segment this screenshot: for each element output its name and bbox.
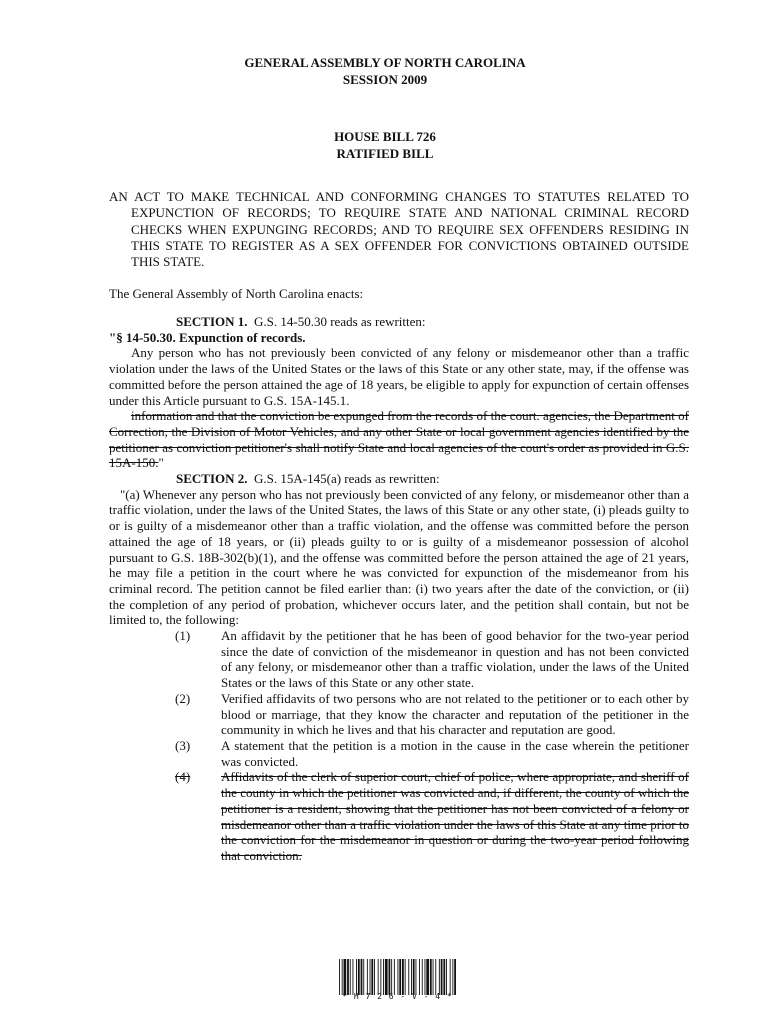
barcode-bar: [441, 959, 443, 995]
section-1-paragraph: Any person who has not previously been convicted of any felony or misdemeanor other than a traffic violation under the laws of the United States or the laws of this State or any other state, may, if the offense was committed before the person attained the age of 18 years, be eligible to apply for expunction of certain offenses under this Article pursuant to G.S. 15A-145.1.: [109, 345, 689, 408]
barcode-bar: [358, 959, 360, 995]
section-2-paragraph: "(a) Whenever any person who has not previously been convicted of any felony, or misdemeanor other than a traffic violation, under the laws of the United States, the laws of this State or any other state, (i) pleads guilty to or is guilty of a misdemeanor other than a traffic violation, and the offense was committed before the person attained the age of 18 years, or (ii) pleads guilty to or is guilty of a misdemeanor possession of alcohol pursuant to G.S. 18B-302(b)(1), and the offense was committed before the person attained the age of 21 years, he may file a petition in the court where he was convicted for expunction of the misdemeanor from his criminal record. The petition cannot be filed earlier than: (i) two years after the date of the conviction, or (ii) the completion of any period of probation, whichever occurs later, and the petition shall contain, but not be limited to, the following:: [109, 486, 689, 628]
barcode-bar: [374, 959, 375, 995]
barcode-bar: [383, 959, 384, 995]
barcode-bar: [430, 959, 432, 995]
barcode-bar: [419, 959, 420, 995]
section-1-heading: "§ 14-50.30. Expunction of records.: [109, 329, 306, 345]
barcode-bar: [350, 959, 351, 995]
barcode-bar: [344, 959, 347, 995]
section-1-text: G.S. 14-50.30 reads as rewritten:: [254, 314, 426, 329]
barcode-bar: [361, 959, 363, 995]
barcode-bar: [402, 959, 404, 995]
bill-body: [109, 314, 689, 864]
barcode-bar: [405, 959, 406, 995]
barcode-bar: [450, 959, 451, 995]
section-1-label: SECTION 1.: [176, 314, 248, 329]
barcode-bar: [443, 959, 445, 995]
barcode-bar: [385, 959, 388, 995]
item-number: (1): [175, 628, 191, 644]
list-item: [109, 628, 689, 691]
barcode-bar: [363, 959, 364, 995]
barcode-bar: [370, 959, 371, 995]
barcode-bar: [378, 959, 379, 995]
barcode-bar: [342, 959, 343, 995]
barcode-bar: [446, 959, 447, 995]
item-number: (3): [175, 737, 191, 753]
bill-number: HOUSE BILL 726: [334, 129, 436, 144]
item-number: (2): [175, 690, 191, 706]
bill-header: [0, 128, 770, 162]
barcode-bar: [411, 959, 412, 995]
barcode-bar: [353, 959, 354, 995]
barcode-bar: [394, 959, 395, 995]
session-label: SESSION 2009: [342, 72, 428, 87]
list-item-struck: [109, 769, 689, 863]
barcode-bar: [391, 959, 392, 995]
section-2-text: G.S. 15A-145(a) reads as rewritten:: [254, 471, 440, 487]
barcode-bar: [398, 959, 399, 995]
barcode-bar: [356, 959, 357, 995]
item-text: An affidavit by the petitioner that he has been of good behavior for the two-year period since the date of conviction of the misdemeanor in question and has not been convicted of any felony, or misdemeanor other than a traffic violation, under the laws of the United States or the laws of this State or any other state.: [221, 628, 689, 691]
barcode-bar: [426, 959, 429, 995]
enacting-clause: The General Assembly of North Carolina enacts:: [109, 286, 364, 301]
list-item: [109, 738, 689, 769]
barcode-bar: [433, 959, 434, 995]
item-text: Verified affidavits of two persons who are not related to the petitioner or to each other by blood or marriage, that they know the character and reputation of the petitioner in the community in which he lives and that his character and reputation are good.: [221, 690, 689, 738]
barcode-bar: [408, 959, 409, 995]
barcode-bar: [416, 959, 417, 995]
act-title: AN ACT TO MAKE TECHNICAL AND CONFORMING CHANGES TO STATUTES RELATED TO EXPUNCTION OF RECORDS; TO REQUIRE STATE AND NATIONAL CRIMINAL RECORD CHECKS WHEN EXPUNGING RECORDS; AND TO REQUIRE SEX OFFENDERS RESIDING IN THIS STATE TO REGISTER AS A SEX OFFENDER FOR CONVICTIONS OBTAINED OUTSIDE THIS STATE.: [109, 189, 689, 270]
barcode-bar: [371, 959, 373, 995]
section-2-intro: [109, 471, 689, 487]
barcode-bar: [389, 959, 391, 995]
document-header: [0, 54, 770, 88]
section-1-struck-text: [109, 408, 689, 471]
quote-close: ": [158, 455, 164, 471]
item-text: A statement that the petition is a motion in the cause in the case wherein the petitioner was convicted.: [221, 737, 689, 769]
bill-status: RATIFIED BILL: [336, 146, 434, 161]
item-text: Affidavits of the clerk of superior court, chief of police, where appropriate, and sheriff of the county in which the petitioner was convicted and, if different, the county of which the petitioner is a resident, showing that the petitioner has not been convicted of a felony or misdemeanor other than a traffic violation under the laws of this State at any time prior to the conviction for the misdemeanor in question or during the two-year period following that conviction.: [221, 769, 689, 863]
barcode-bar: [399, 959, 401, 995]
barcode-bar: [435, 959, 436, 995]
barcode-bar: [454, 959, 456, 995]
barcode-bar: [452, 959, 453, 995]
barcode-bar: [422, 959, 423, 995]
section-1-intro: [109, 314, 689, 330]
assembly-name: GENERAL ASSEMBLY OF NORTH CAROLINA: [244, 55, 526, 70]
barcode-bar: [380, 959, 381, 995]
list-item: [109, 691, 689, 738]
barcode-bar: [413, 959, 415, 995]
barcode-bar: [425, 959, 426, 995]
barcode-bar: [339, 959, 340, 995]
item-number: (4): [175, 769, 191, 785]
deleted-text: information and that the conviction be expunged from the records of the court. agencies, the Department of Correction, the Division of Motor Vehicles, and any other State or local government agencies identified by the petitioner as conviction petitioner's shall notify State and local agencies of the court's order as provided in G.S. 15A-150.: [109, 408, 689, 471]
barcode-bar: [347, 959, 349, 995]
barcode-bar: [439, 959, 440, 995]
barcode-label: * H 7 2 6 - V - 4 *: [342, 992, 453, 1001]
barcode: [339, 959, 456, 995]
section-2-label: SECTION 2.: [176, 471, 248, 487]
barcode-bar: [367, 959, 368, 995]
